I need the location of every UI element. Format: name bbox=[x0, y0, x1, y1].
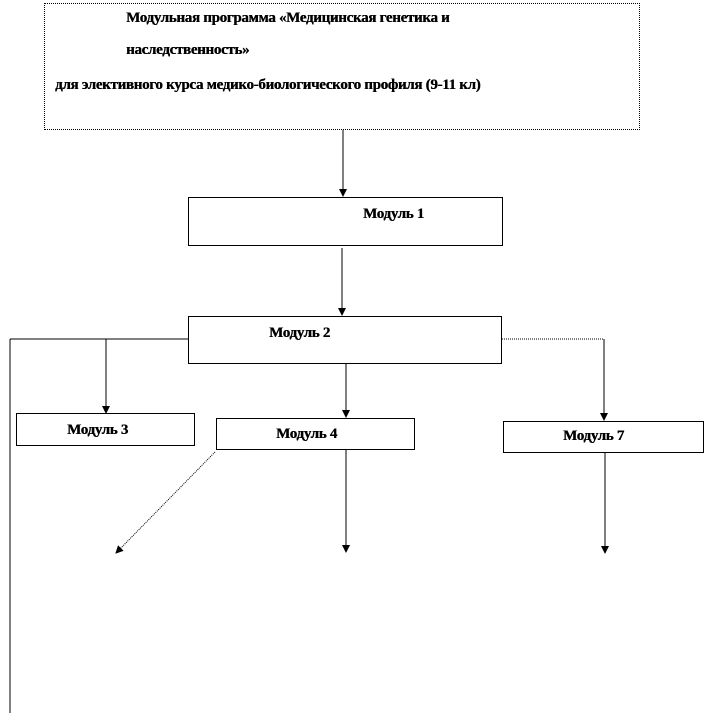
title-line-1: Модульная программа «Медицинская генетика и bbox=[126, 10, 450, 26]
module-7-label: Модуль 7 bbox=[563, 428, 624, 444]
module-1-box bbox=[188, 197, 503, 246]
module-4-label: Модуль 4 bbox=[276, 426, 337, 442]
title-line-2: наследственность» bbox=[126, 42, 250, 58]
module-2-label: Модуль 2 bbox=[269, 325, 330, 341]
module-2-box bbox=[188, 316, 502, 364]
module-3-label: Модуль 3 bbox=[67, 422, 128, 438]
module-1-label: Модуль 1 bbox=[363, 206, 424, 222]
arrow-module4-diagonal bbox=[116, 452, 215, 553]
title-line-3: для элективного курса медико-биологического профиля (9-11 кл) bbox=[55, 77, 481, 93]
